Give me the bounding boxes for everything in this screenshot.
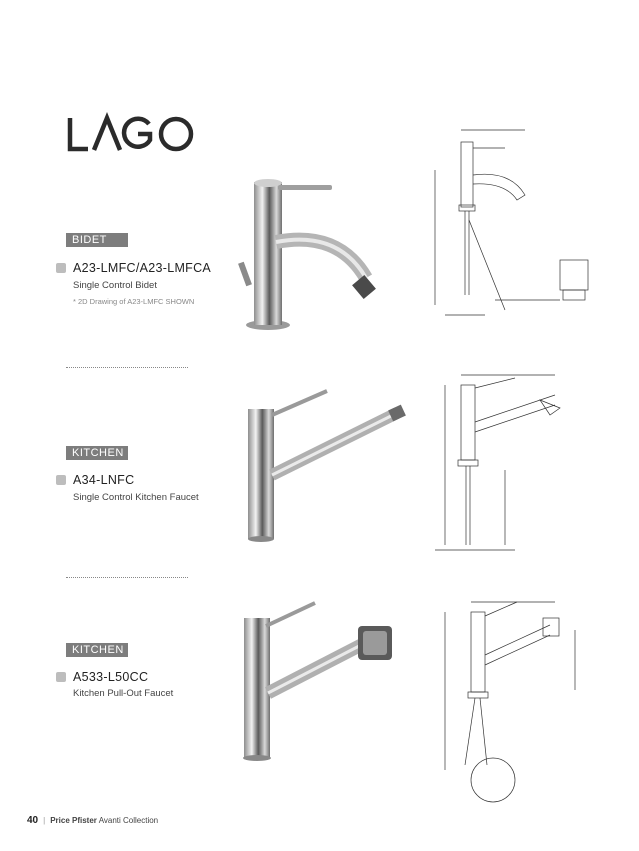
- bullet-marker: [56, 672, 66, 682]
- lago-logo: [66, 112, 198, 156]
- pullout-technical-drawing: [425, 590, 610, 805]
- drawing-note: * 2D Drawing of A23-LMFC SHOWN: [73, 297, 195, 306]
- category-tag-bidet: BIDET: [66, 233, 128, 247]
- model-number: A34-LNFC: [73, 473, 135, 487]
- bullet-marker: [56, 475, 66, 485]
- model-number: A533-L50CC: [73, 670, 149, 684]
- model-description: Single Control Kitchen Faucet: [73, 492, 199, 503]
- category-tag-kitchen: KITCHEN: [66, 643, 128, 657]
- bidet-technical-drawing: [425, 120, 610, 325]
- category-tag-kitchen: KITCHEN: [66, 446, 128, 460]
- model-description: Kitchen Pull-Out Faucet: [73, 688, 174, 699]
- pullout-faucet-photo: [230, 598, 400, 763]
- bullet-marker: [56, 263, 66, 273]
- kitchen-technical-drawing: [425, 360, 610, 555]
- page-number: 40: [27, 815, 39, 826]
- section-divider: [66, 367, 188, 368]
- model-number: A23-LMFC/A23-LMFCA: [73, 261, 212, 275]
- footer-collection: Avanti Collection: [98, 816, 159, 825]
- kitchen-faucet-photo: [232, 385, 412, 545]
- bidet-faucet-photo: [228, 170, 388, 335]
- footer-brand: Price Pfister: [50, 816, 97, 825]
- footer-separator: |: [43, 816, 46, 825]
- page-footer: [27, 815, 158, 826]
- section-divider: [66, 577, 188, 578]
- model-description: Single Control Bidet: [73, 280, 157, 291]
